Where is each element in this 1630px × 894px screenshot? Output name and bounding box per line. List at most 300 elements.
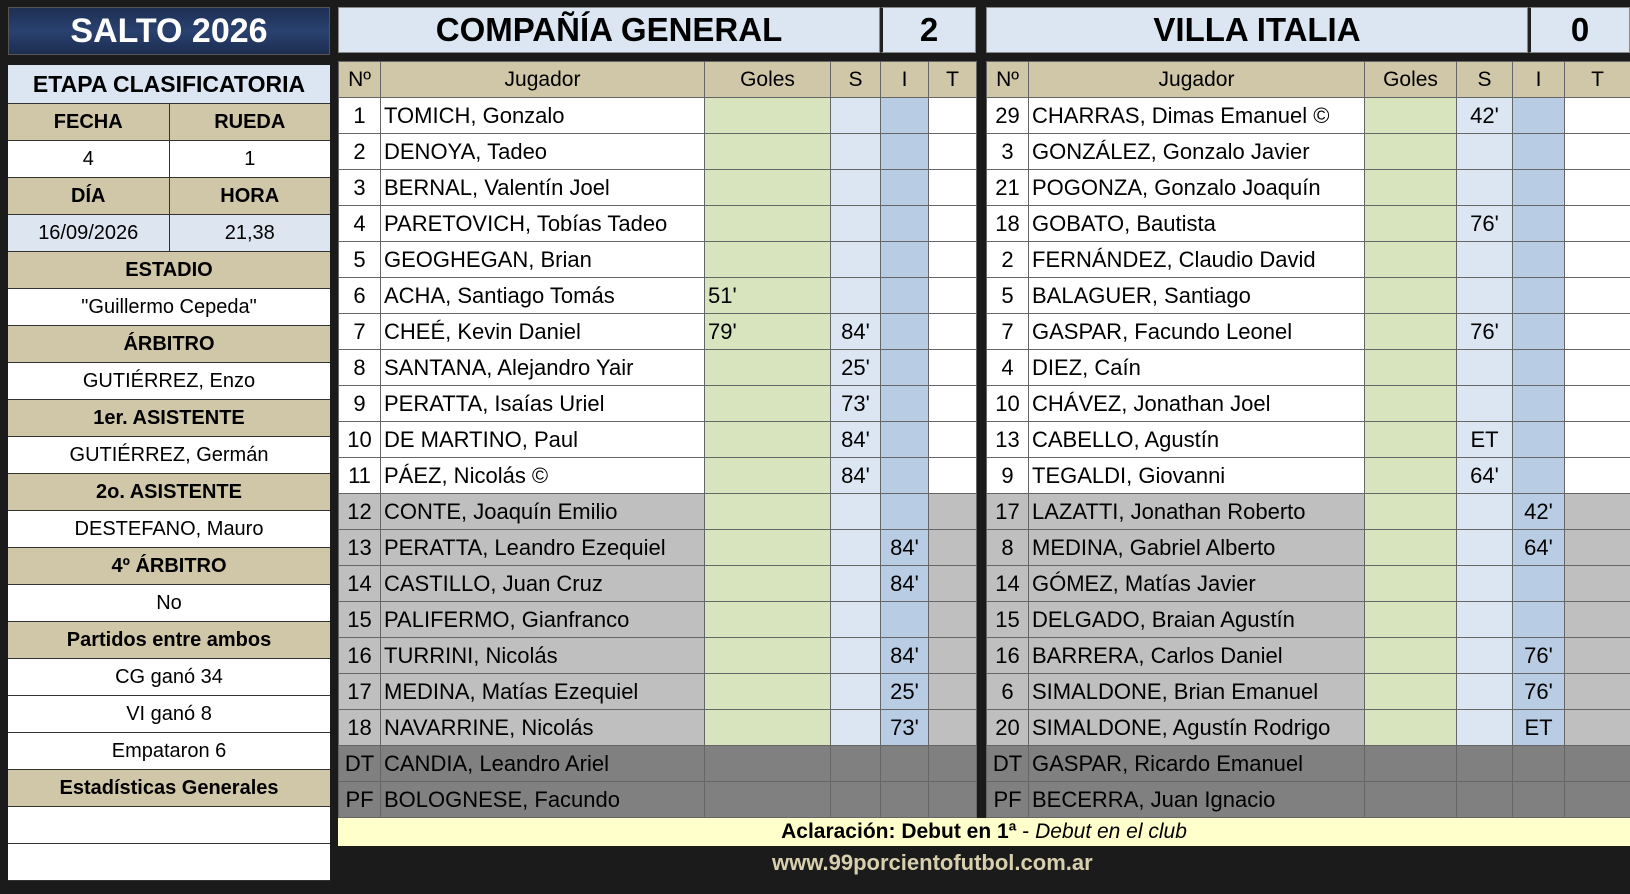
- tournament-title: SALTO 2026: [8, 7, 330, 55]
- s-cell: [1457, 350, 1513, 386]
- col-goals: Goles: [705, 62, 831, 98]
- i-cell: [881, 314, 929, 350]
- player-row: [987, 710, 1630, 746]
- t-cell: [929, 710, 977, 746]
- player-row: [987, 530, 1630, 566]
- player-name: CHARRAS, Dimas Emanuel ©: [1029, 98, 1365, 134]
- home-team-name: COMPAÑÍA GENERAL: [338, 7, 880, 53]
- player-name: CONTE, Joaquín Emilio: [381, 494, 705, 530]
- s-cell: 76': [1457, 206, 1513, 242]
- player-number: 15: [339, 602, 381, 638]
- player-number: 5: [987, 278, 1029, 314]
- arbitro-label: ÁRBITRO: [8, 326, 330, 362]
- i-cell: [1513, 602, 1565, 638]
- goals-cell: [1365, 782, 1457, 818]
- player-number: 2: [987, 242, 1029, 278]
- s-cell: [1457, 242, 1513, 278]
- player-number: 15: [987, 602, 1029, 638]
- arbitro-value: GUTIÉRREZ, Enzo: [8, 363, 330, 399]
- away-team-name: VILLA ITALIA: [986, 7, 1528, 53]
- t-cell: [929, 566, 977, 602]
- hora-label: HORA: [169, 178, 331, 214]
- player-number: 7: [987, 314, 1029, 350]
- s-cell: 64': [1457, 458, 1513, 494]
- i-cell: 64': [1513, 530, 1565, 566]
- player-row: [339, 566, 977, 602]
- player-row: [339, 170, 977, 206]
- i-cell: [1513, 458, 1565, 494]
- col-num: Nº: [987, 62, 1029, 98]
- player-row: [339, 530, 977, 566]
- i-cell: ET: [1513, 710, 1565, 746]
- player-number: 3: [339, 170, 381, 206]
- player-row: [339, 242, 977, 278]
- i-cell: [881, 242, 929, 278]
- t-cell: [1565, 458, 1630, 494]
- player-row: [339, 278, 977, 314]
- goals-cell: [1365, 602, 1457, 638]
- note-bold: Debut en 1ª: [901, 820, 1017, 843]
- player-name: SIMALDONE, Agustín Rodrigo: [1029, 710, 1365, 746]
- player-number: 14: [339, 566, 381, 602]
- col-s: S: [831, 62, 881, 98]
- s-cell: [831, 134, 881, 170]
- t-cell: [929, 242, 977, 278]
- s-cell: [1457, 170, 1513, 206]
- player-number: PF: [339, 782, 381, 818]
- player-number: 6: [987, 674, 1029, 710]
- goals-cell: [1365, 386, 1457, 422]
- i-cell: [1513, 782, 1565, 818]
- t-cell: [1565, 170, 1630, 206]
- t-cell: [929, 674, 977, 710]
- website-link[interactable]: www.99porcientofutbol.com.ar: [772, 850, 1093, 875]
- player-row: [987, 170, 1630, 206]
- player-number: 9: [339, 386, 381, 422]
- goals-cell: [705, 782, 831, 818]
- roster-header: [987, 62, 1630, 98]
- player-number: 6: [339, 278, 381, 314]
- player-name: NAVARRINE, Nicolás: [381, 710, 705, 746]
- s-cell: [831, 242, 881, 278]
- s-cell: [831, 278, 881, 314]
- player-row: [987, 98, 1630, 134]
- player-name: PERATTA, Leandro Ezequiel: [381, 530, 705, 566]
- player-row: [987, 314, 1630, 350]
- s-cell: [831, 98, 881, 134]
- player-number: 11: [339, 458, 381, 494]
- home-roster-table: [338, 61, 977, 818]
- hora-value: 21,38: [169, 215, 331, 251]
- t-cell: [929, 530, 977, 566]
- player-number: 5: [339, 242, 381, 278]
- stage-label: ETAPA CLASIFICATORIA: [8, 65, 330, 103]
- s-cell: [831, 674, 881, 710]
- i-cell: [881, 602, 929, 638]
- t-cell: [1565, 134, 1630, 170]
- s-cell: [1457, 530, 1513, 566]
- goals-cell: [705, 386, 831, 422]
- player-row: [987, 494, 1630, 530]
- clarification-note: [338, 818, 1630, 846]
- s-cell: 73': [831, 386, 881, 422]
- t-cell: [1565, 566, 1630, 602]
- player-name: CHEÉ, Kevin Daniel: [381, 314, 705, 350]
- col-player: Jugador: [1029, 62, 1365, 98]
- player-name: PÁEZ, Nicolás ©: [381, 458, 705, 494]
- player-name: TOMICH, Gonzalo: [381, 98, 705, 134]
- i-cell: [1513, 386, 1565, 422]
- player-name: GÓMEZ, Matías Javier: [1029, 566, 1365, 602]
- i-cell: [1513, 566, 1565, 602]
- player-name: DIEZ, Caín: [1029, 350, 1365, 386]
- t-cell: [929, 458, 977, 494]
- s-cell: 42': [1457, 98, 1513, 134]
- s-cell: [1457, 674, 1513, 710]
- col-i: I: [1513, 62, 1565, 98]
- goals-cell: [705, 350, 831, 386]
- i-cell: [881, 494, 929, 530]
- player-name: TEGALDI, Giovanni: [1029, 458, 1365, 494]
- col-player: Jugador: [381, 62, 705, 98]
- goals-cell: 79': [705, 314, 831, 350]
- goals-cell: [1365, 242, 1457, 278]
- staff-row: [987, 746, 1630, 782]
- player-number: 3: [987, 134, 1029, 170]
- i-cell: 76': [1513, 674, 1565, 710]
- player-number: 21: [987, 170, 1029, 206]
- t-cell: [929, 386, 977, 422]
- player-row: [339, 386, 977, 422]
- s-cell: [831, 602, 881, 638]
- i-cell: [881, 98, 929, 134]
- goals-cell: [1365, 530, 1457, 566]
- t-cell: [929, 422, 977, 458]
- player-name: CANDIA, Leandro Ariel: [381, 746, 705, 782]
- player-row: [339, 422, 977, 458]
- goals-cell: [1365, 494, 1457, 530]
- player-name: POGONZA, Gonzalo Joaquín: [1029, 170, 1365, 206]
- player-row: [339, 602, 977, 638]
- s-cell: [1457, 494, 1513, 530]
- player-name: PARETOVICH, Tobías Tadeo: [381, 206, 705, 242]
- fecha-label: FECHA: [8, 104, 169, 140]
- i-cell: [881, 422, 929, 458]
- player-name: BARRERA, Carlos Daniel: [1029, 638, 1365, 674]
- i-cell: [1513, 314, 1565, 350]
- player-name: GASPAR, Facundo Leonel: [1029, 314, 1365, 350]
- note-label: Aclaración:: [781, 820, 896, 843]
- s-cell: [831, 206, 881, 242]
- player-row: [987, 602, 1630, 638]
- s-cell: [831, 530, 881, 566]
- player-number: 13: [339, 530, 381, 566]
- partidos-label: Partidos entre ambos: [8, 622, 330, 658]
- i-cell: [881, 746, 929, 782]
- staff-row: [339, 746, 977, 782]
- partidos-value: CG ganó 34: [8, 659, 330, 695]
- player-name: BOLOGNESE, Facundo: [381, 782, 705, 818]
- player-name: SIMALDONE, Brian Emanuel: [1029, 674, 1365, 710]
- goals-cell: [705, 746, 831, 782]
- t-cell: [929, 170, 977, 206]
- staff-row: [987, 782, 1630, 818]
- player-name: PERATTA, Isaías Uriel: [381, 386, 705, 422]
- asistente2-value: DESTEFANO, Mauro: [8, 511, 330, 547]
- goals-cell: [705, 530, 831, 566]
- t-cell: [1565, 602, 1630, 638]
- goals-cell: [705, 494, 831, 530]
- s-cell: 84': [831, 314, 881, 350]
- player-name: LAZATTI, Jonathan Roberto: [1029, 494, 1365, 530]
- i-cell: 84': [881, 566, 929, 602]
- i-cell: [881, 278, 929, 314]
- estadisticas-value: [8, 807, 330, 843]
- player-name: DELGADO, Braian Agustín: [1029, 602, 1365, 638]
- player-row: [339, 638, 977, 674]
- goals-cell: [1365, 674, 1457, 710]
- player-number: 13: [987, 422, 1029, 458]
- home-team-score: 2: [880, 7, 976, 53]
- away-team-score: 0: [1528, 7, 1630, 53]
- legend-text: S=Salió, I=Ingresó, T=Tarjetas: [42, 852, 298, 873]
- player-number: 8: [339, 350, 381, 386]
- player-name: CASTILLO, Juan Cruz: [381, 566, 705, 602]
- i-cell: 42': [1513, 494, 1565, 530]
- col-s: S: [1457, 62, 1513, 98]
- s-cell: [831, 782, 881, 818]
- player-name: CABELLO, Agustín: [1029, 422, 1365, 458]
- dia-label: DÍA: [8, 178, 169, 214]
- t-cell: [929, 206, 977, 242]
- player-name: MEDINA, Matías Ezequiel: [381, 674, 705, 710]
- fecha-value: 4: [8, 141, 169, 177]
- col-t: T: [929, 62, 977, 98]
- player-name: DENOYA, Tadeo: [381, 134, 705, 170]
- goals-cell: [705, 638, 831, 674]
- s-cell: ET: [1457, 422, 1513, 458]
- estadio-value: "Guillermo Cepeda": [8, 289, 330, 325]
- goals-cell: [705, 206, 831, 242]
- i-cell: [881, 170, 929, 206]
- player-name: SANTANA, Alejandro Yair: [381, 350, 705, 386]
- player-row: [987, 638, 1630, 674]
- player-name: GASPAR, Ricardo Emanuel: [1029, 746, 1365, 782]
- player-row: [339, 710, 977, 746]
- t-cell: [929, 782, 977, 818]
- s-cell: 25': [831, 350, 881, 386]
- col-goals: Goles: [1365, 62, 1457, 98]
- player-row: [987, 206, 1630, 242]
- t-cell: [1565, 350, 1630, 386]
- staff-row: [339, 782, 977, 818]
- t-cell: [929, 602, 977, 638]
- player-name: GONZÁLEZ, Gonzalo Javier: [1029, 134, 1365, 170]
- i-cell: [881, 134, 929, 170]
- col-num: Nº: [339, 62, 381, 98]
- goals-cell: [1365, 314, 1457, 350]
- player-number: 10: [987, 386, 1029, 422]
- player-row: [339, 98, 977, 134]
- i-cell: 84': [881, 530, 929, 566]
- i-cell: 84': [881, 638, 929, 674]
- player-name: BECERRA, Juan Ignacio: [1029, 782, 1365, 818]
- player-number: 9: [987, 458, 1029, 494]
- player-number: 20: [987, 710, 1029, 746]
- i-cell: [1513, 98, 1565, 134]
- t-cell: [1565, 206, 1630, 242]
- goals-cell: [1365, 350, 1457, 386]
- t-cell: [929, 278, 977, 314]
- i-cell: [1513, 134, 1565, 170]
- s-cell: 84': [831, 422, 881, 458]
- i-cell: 76': [1513, 638, 1565, 674]
- player-name: FERNÁNDEZ, Claudio David: [1029, 242, 1365, 278]
- s-cell: [1457, 638, 1513, 674]
- t-cell: [1565, 782, 1630, 818]
- player-row: [339, 134, 977, 170]
- goals-cell: [705, 710, 831, 746]
- t-cell: [1565, 422, 1630, 458]
- estadisticas-label[interactable]: Estadísticas Generales: [8, 770, 330, 806]
- t-cell: [1565, 98, 1630, 134]
- asistente1-label: 1er. ASISTENTE: [8, 400, 330, 436]
- t-cell: [1565, 242, 1630, 278]
- player-name: TURRINI, Nicolás: [381, 638, 705, 674]
- player-row: [339, 206, 977, 242]
- player-number: 18: [339, 710, 381, 746]
- player-name: PALIFERMO, Gianfranco: [381, 602, 705, 638]
- i-cell: [1513, 278, 1565, 314]
- s-cell: [1457, 710, 1513, 746]
- rueda-value: 1: [169, 141, 331, 177]
- player-number: 14: [987, 566, 1029, 602]
- goals-cell: [1365, 746, 1457, 782]
- player-row: [987, 422, 1630, 458]
- player-number: DT: [987, 746, 1029, 782]
- t-cell: [929, 314, 977, 350]
- player-number: 17: [339, 674, 381, 710]
- player-row: [987, 674, 1630, 710]
- s-cell: [831, 566, 881, 602]
- i-cell: [1513, 746, 1565, 782]
- player-number: 4: [987, 350, 1029, 386]
- estadio-label: ESTADIO: [8, 252, 330, 288]
- s-cell: [1457, 566, 1513, 602]
- goals-cell: [705, 566, 831, 602]
- t-cell: [1565, 278, 1630, 314]
- s-cell: 84': [831, 458, 881, 494]
- player-name: BERNAL, Valentín Joel: [381, 170, 705, 206]
- i-cell: [1513, 206, 1565, 242]
- goals-cell: [1365, 422, 1457, 458]
- i-cell: 73': [881, 710, 929, 746]
- t-cell: [1565, 494, 1630, 530]
- roster-header: [339, 62, 977, 98]
- player-number: 1: [339, 98, 381, 134]
- t-cell: [1565, 314, 1630, 350]
- t-cell: [929, 494, 977, 530]
- player-number: DT: [339, 746, 381, 782]
- away-roster-table: [986, 61, 1630, 818]
- player-number: 16: [987, 638, 1029, 674]
- s-cell: 76': [1457, 314, 1513, 350]
- t-cell: [1565, 710, 1630, 746]
- player-row: [987, 350, 1630, 386]
- col-i: I: [881, 62, 929, 98]
- goals-cell: [705, 422, 831, 458]
- i-cell: [881, 206, 929, 242]
- player-row: [339, 674, 977, 710]
- s-cell: [1457, 782, 1513, 818]
- t-cell: [929, 134, 977, 170]
- player-name: GEOGHEGAN, Brian: [381, 242, 705, 278]
- arbitro4-label: 4º ÁRBITRO: [8, 548, 330, 584]
- t-cell: [1565, 386, 1630, 422]
- player-number: 17: [987, 494, 1029, 530]
- s-cell: [831, 638, 881, 674]
- player-name: DE MARTINO, Paul: [381, 422, 705, 458]
- goals-cell: [705, 134, 831, 170]
- dia-value: 16/09/2026: [8, 215, 169, 251]
- player-row: [339, 458, 977, 494]
- goals-cell: [1365, 278, 1457, 314]
- player-number: 29: [987, 98, 1029, 134]
- goals-cell: [1365, 458, 1457, 494]
- partidos-value: Empataron 6: [8, 733, 330, 769]
- player-number: 4: [339, 206, 381, 242]
- goals-cell: [705, 98, 831, 134]
- asistente1-value: GUTIÉRREZ, Germán: [8, 437, 330, 473]
- i-cell: [881, 350, 929, 386]
- goals-cell: [705, 458, 831, 494]
- player-name: CHÁVEZ, Jonathan Joel: [1029, 386, 1365, 422]
- s-cell: [831, 710, 881, 746]
- i-cell: [1513, 422, 1565, 458]
- player-row: [987, 566, 1630, 602]
- goals-cell: [705, 242, 831, 278]
- goals-cell: 51': [705, 278, 831, 314]
- s-cell: [1457, 134, 1513, 170]
- asistente2-label: 2o. ASISTENTE: [8, 474, 330, 510]
- goals-cell: [1365, 566, 1457, 602]
- goals-cell: [705, 602, 831, 638]
- goals-cell: [1365, 98, 1457, 134]
- match-info-panel: [8, 7, 330, 881]
- s-cell: [831, 170, 881, 206]
- s-cell: [831, 494, 881, 530]
- i-cell: [1513, 242, 1565, 278]
- goals-cell: [1365, 710, 1457, 746]
- player-number: PF: [987, 782, 1029, 818]
- i-cell: [881, 386, 929, 422]
- i-cell: [1513, 350, 1565, 386]
- t-cell: [929, 350, 977, 386]
- player-row: [339, 314, 977, 350]
- t-cell: [929, 746, 977, 782]
- player-number: 10: [339, 422, 381, 458]
- player-number: 16: [339, 638, 381, 674]
- player-row: [339, 494, 977, 530]
- goals-cell: [705, 674, 831, 710]
- player-row: [987, 134, 1630, 170]
- i-cell: [881, 782, 929, 818]
- player-name: ACHA, Santiago Tomás: [381, 278, 705, 314]
- t-cell: [929, 98, 977, 134]
- goals-cell: [1365, 206, 1457, 242]
- player-row: [987, 278, 1630, 314]
- arbitro4-value: No: [8, 585, 330, 621]
